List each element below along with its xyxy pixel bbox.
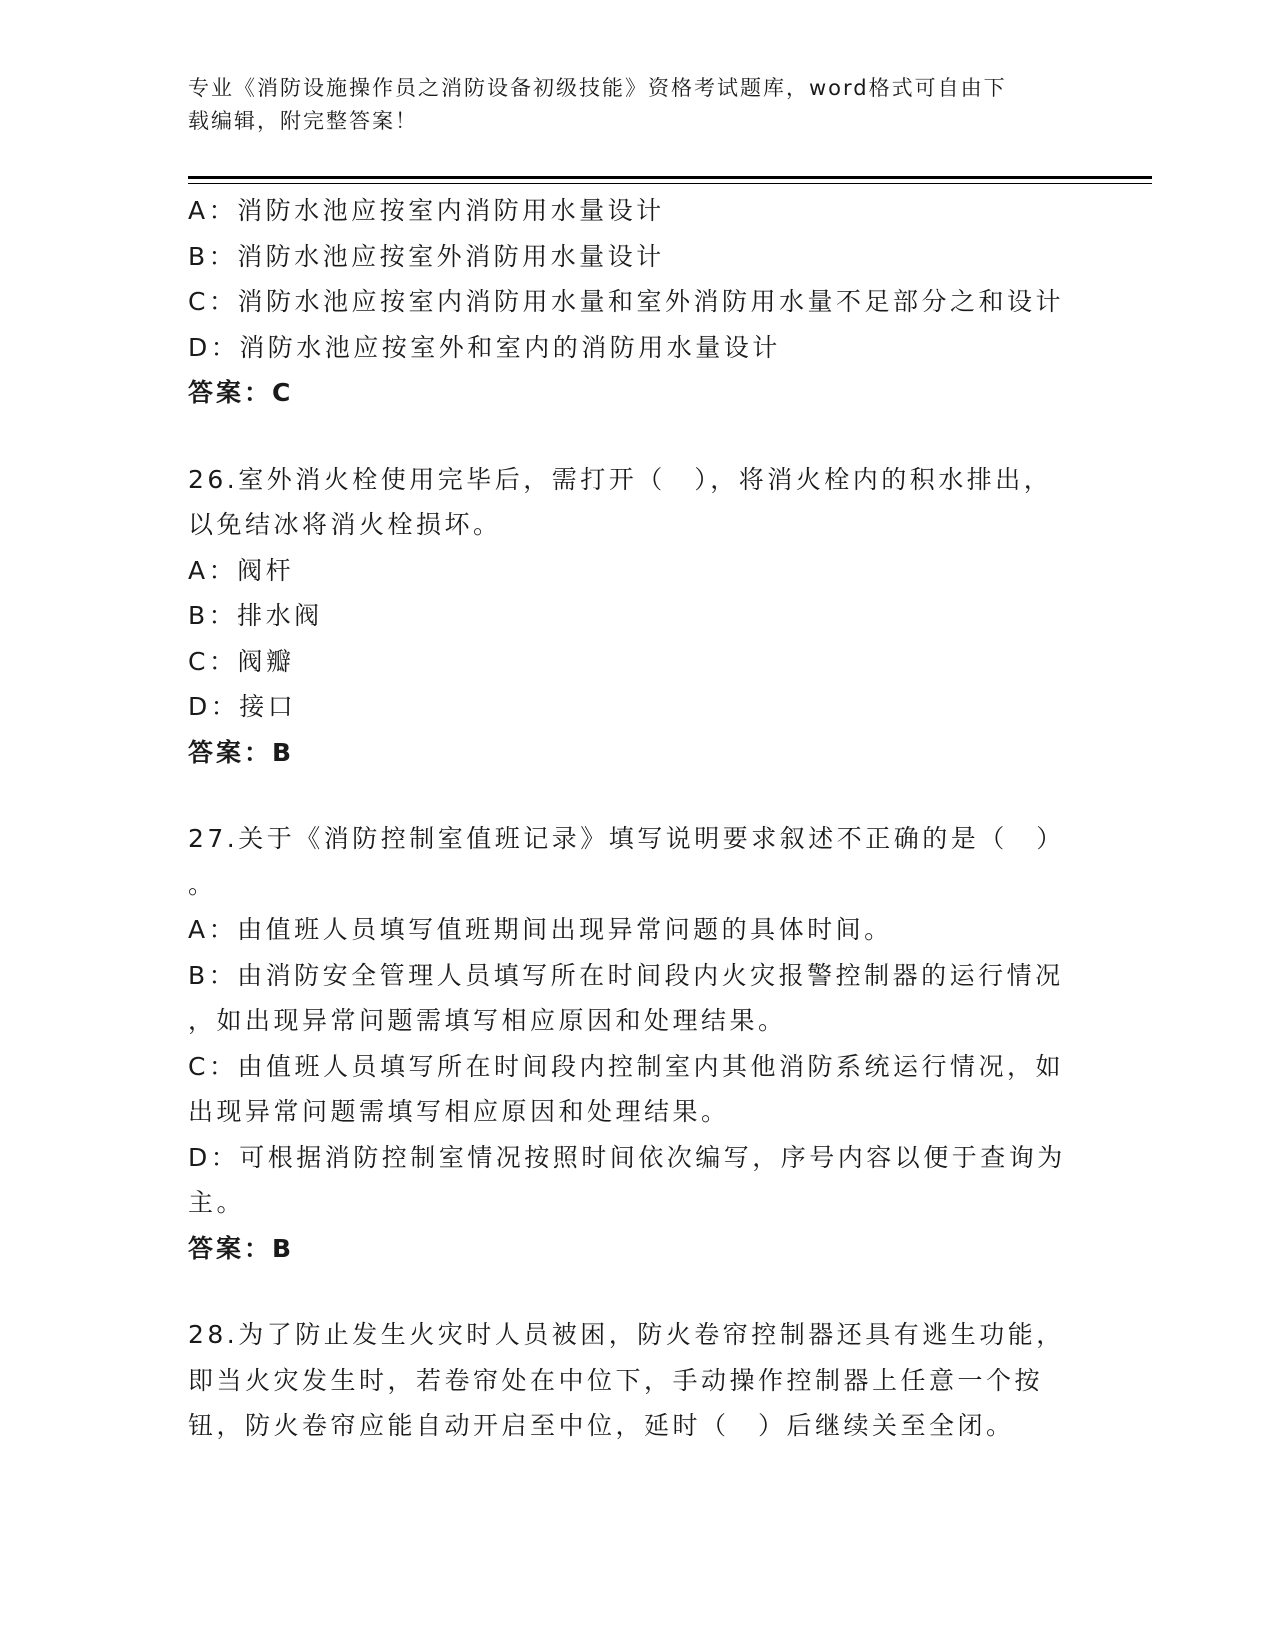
q27-option-c-line-2: 出现异常问题需填写相应原因和处理结果。 [188,1097,730,1126]
q26-stem-line-1: 26.室外消火栓使用完毕后，需打开（ ），将消火栓内的积水排出， [188,464,1053,494]
q26-option-c: C：阀瓣 [188,646,295,676]
q27-stem-line-1: 27.关于《消防控制室值班记录》填写说明要求叙述不正确的是（ ） [188,824,1065,853]
q27-option-b-line-2: ，如出现异常问题需填写相应原因和处理结果。 [188,1006,787,1035]
header-divider-thin [188,183,1152,184]
q28-stem-line-1: 28.为了防止发生火灾时人员被困，防火卷帘控制器还具有逃生功能， [188,1320,1065,1349]
q28-stem-line-2: 即当火灾发生时，若卷帘处在中位下，手动操作控制器上任意一个按 [188,1365,1044,1395]
q27-option-d-line-2: 主。 [188,1188,246,1217]
header-divider-thick [188,176,1152,179]
q26-option-a: A：阀杆 [188,555,295,585]
question-26-block [188,457,1088,776]
q25-answer: 答案：C [188,378,294,407]
q26-answer: 答案：B [188,737,295,767]
page-content [188,188,1088,1449]
q25-option-b: B：消防水池应按室外消防用水量设计 [188,241,665,271]
q25-option-c: C：消防水池应按室内消防用水量和室外消防用水量不足部分之和设计 [188,287,1064,316]
q27-option-a: A：由值班人员填写值班期间出现异常问题的具体时间。 [188,915,893,944]
question-25-block [188,188,1088,416]
q25-option-a: A：消防水池应按室内消防用水量设计 [188,196,665,225]
q26-stem-line-2: 以免结冰将消火栓损坏。 [188,510,502,539]
q25-option-d: D：消防水池应按室外和室内的消防用水量设计 [188,332,781,362]
header-line-2: 载编辑，附完整答案！ [188,109,418,133]
q27-stem-line-2: 。 [188,869,217,899]
q28-stem-line-3: 钮，防火卷帘应能自动开启至中位，延时（ ）后继续关至全闭。 [188,1411,1015,1440]
header-line-1: 专业《消防设施操作员之消防设备初级技能》资格考试题库，word格式可自由下 [188,76,1007,100]
q27-option-c-line-1: C：由值班人员填写所在时间段内控制室内其他消防系统运行情况，如 [188,1051,1064,1081]
document-header [188,72,1068,138]
question-28-block [188,1312,1088,1449]
question-27-block [188,816,1088,1271]
q26-option-b: B：排水阀 [188,601,323,630]
q27-option-b-line-1: B：由消防安全管理人员填写所在时间段内火灾报警控制器的运行情况 [188,960,1064,990]
q27-answer: 答案：B [188,1233,295,1263]
q27-option-d-line-1: D：可根据消防控制室情况按照时间依次编写，序号内容以便于查询为 [188,1142,1066,1172]
q26-option-d: D：接口 [188,692,297,721]
